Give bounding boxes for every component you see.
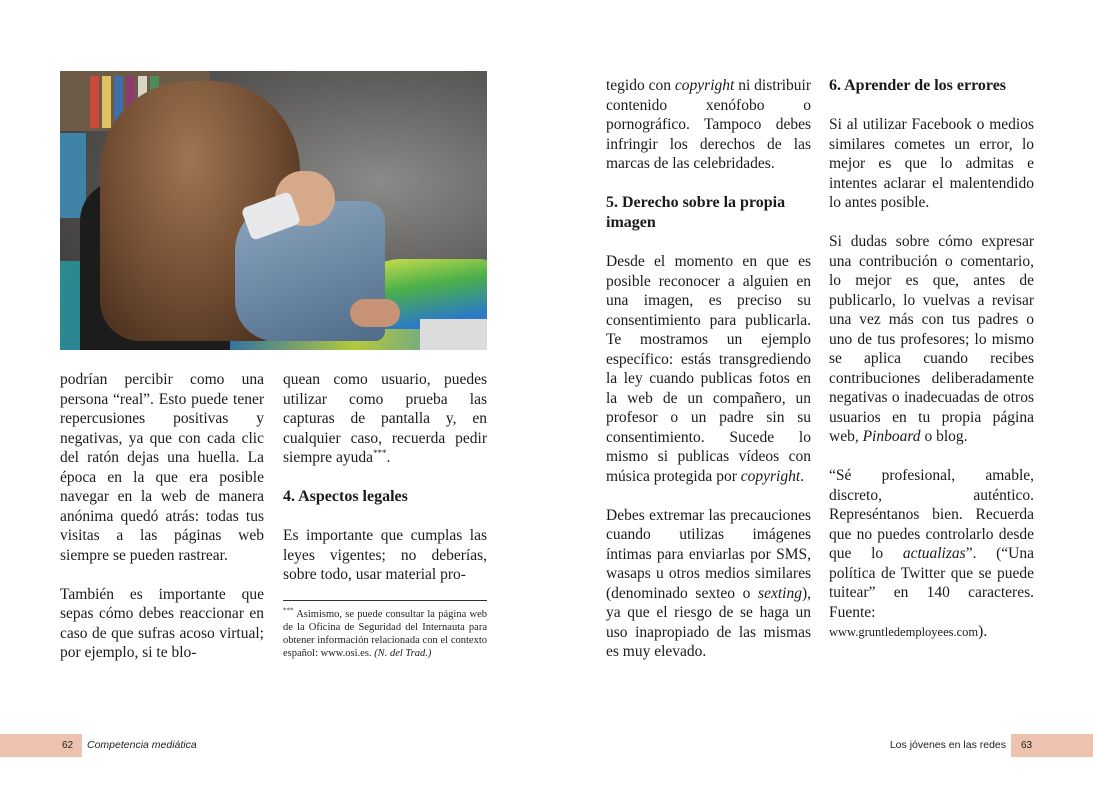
paragraph: Es importante que cumplas las leyes vigentes; no deberías, sobre todo, usar material pro- — [283, 527, 487, 583]
footnote-divider — [283, 600, 487, 601]
paragraph: tegido con copyright ni distribuir contenido xenófobo o pornográfico. Tampoco debes infringir los derechos de las marcas de las celebridades. — [606, 77, 812, 172]
footnote: *** Asimismo, se puede consultar la página web de la Oficina de Seguridad del Internauta para obtener información relacionada con el contexto español: www.osi.es. (N. del Trad.) — [283, 606, 487, 659]
section-heading: 6. Aprender de los errores — [829, 77, 1007, 94]
paragraph: podrían percibir como una persona “real”. Esto puede tener repercusiones positivas y negativas, ya que con cada clic del ratón dejas una huella. La época en la que era posible navegar en la web de manera anónima quedó atrás: todas tus visitas a las páginas web siempre se pueden rastrear. — [60, 371, 264, 564]
section-heading: 4. Aspectos legales — [283, 488, 408, 505]
running-title-right: Los jóvenes en las redes — [889, 739, 1006, 751]
paragraph: Si al utilizar Facebook o medios similares cometes un error, lo mejor es que lo admitas e intentes aclarar el malentendido lo antes posible. — [829, 116, 1034, 211]
left-column-2 — [283, 370, 487, 585]
paragraph: También es importante que sepas cómo debes reaccionar en caso de que sufras acoso virtual; por ejemplo, si te blo- — [60, 585, 264, 661]
article-photo — [60, 71, 487, 350]
section-heading: 5. Derecho sobre la propia imagen — [606, 194, 786, 231]
footnote-marker: *** — [372, 447, 387, 458]
page-number-left: 62 — [62, 740, 74, 751]
page-number-right: 63 — [1021, 740, 1033, 751]
right-column-1 — [606, 76, 811, 662]
paragraph: quean como usuario, puedes utilizar como prueba las capturas de pantalla y, en cualquier caso, recuerda pedir siempre ayuda***. — [283, 371, 487, 466]
right-column-2 — [829, 76, 1034, 643]
paragraph: “Sé profesional, amable, discreto, auténtico. Represéntanos bien. Recuerda que no puedes controlarlo desde que lo actualizas”. (“Una política de Twitter que se puede tuitear” en 140 caracteres. Fuente: www.gruntledemployees.com). — [829, 467, 1034, 640]
paragraph: Desde el momento en que es posible reconocer a alguien en una imagen, es preciso su consentimiento para publicarla. Te mostramos un ejemplo específico: estás transgrediendo la ley cuando publicas fotos en la web de un compañero, un profesor o un padre sin su consentimiento. Sucede lo mismo si publicas vídeos con música protegida por copyright. — [606, 253, 811, 485]
paragraph: Si dudas sobre cómo expresar una contribución o comentario, lo mejor es que, antes de publicarlo, lo vuelvas a revisar una vez más con tus padres o uno de tus profesores; lo mismo se aplica cuando recibes contribuciones deliberadamente negativas o inadecuadas de otros usuarios en tu propia página web, Pinboard o blog. — [829, 233, 1034, 445]
source-url: www.gruntledemployees.com — [829, 625, 979, 639]
running-title-left: Competencia mediática — [87, 739, 197, 751]
left-column-1 — [60, 370, 264, 663]
paragraph: Debes extremar las precauciones cuando utilizas imágenes íntimas para enviarlas por SMS, wasaps u otros medios similares (denominado sexteo o sexting), ya que el riesgo de se haga un uso inapropiado de las mismas es muy elevado. — [606, 506, 811, 660]
